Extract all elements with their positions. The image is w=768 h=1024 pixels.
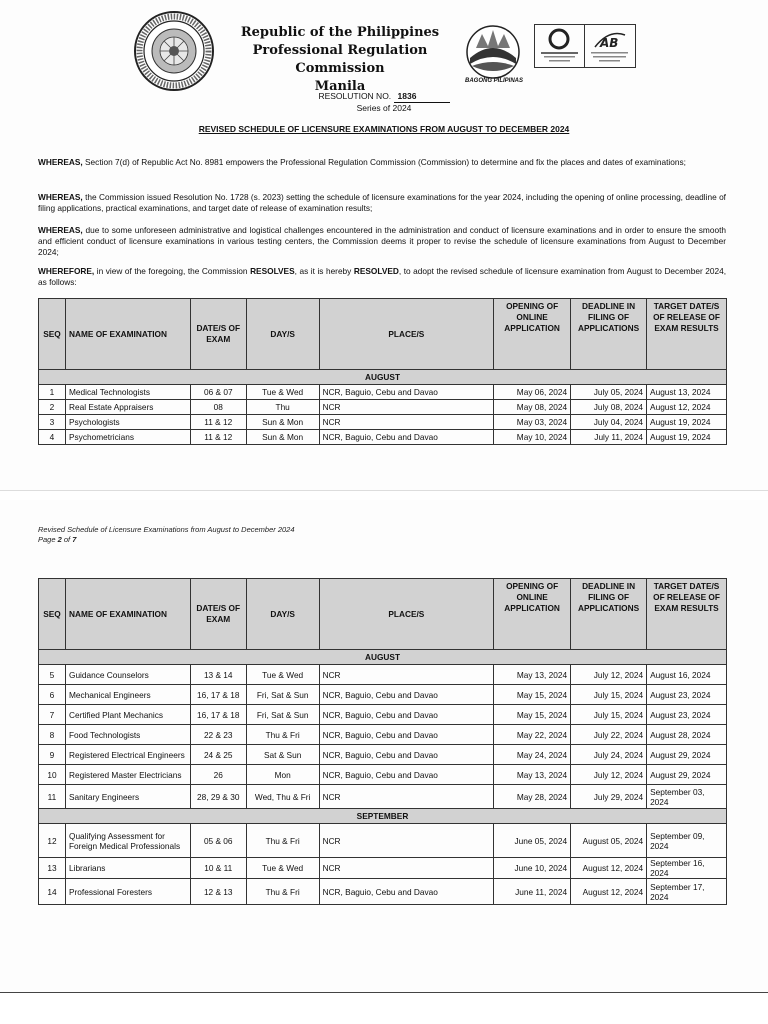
row-filing-deadline: July 12, 2024 (571, 665, 647, 685)
whereas-paragraph-3 (38, 225, 726, 258)
row-exam-place: NCR, Baguio, Cebu and Davao (319, 765, 494, 785)
schedule-table-page-1 (38, 298, 727, 445)
row-exam-name: Registered Electrical Engineers (65, 745, 190, 765)
row-exam-place: NCR, Baguio, Cebu and Davao (319, 430, 494, 445)
row-exam-date: 28, 29 & 30 (190, 785, 246, 809)
page-1 (0, 0, 768, 490)
row-seq: 13 (39, 858, 66, 879)
wherefore-paragraph (38, 266, 726, 288)
row-release-date: August 19, 2024 (647, 430, 727, 445)
month-separator-row (39, 370, 727, 385)
row-filing-deadline: July 22, 2024 (571, 725, 647, 745)
paragraph-text: , as it is hereby (294, 266, 354, 276)
row-exam-name: Professional Foresters (65, 879, 190, 905)
row-exam-days: Thu & Fri (246, 879, 319, 905)
row-release-date: August 16, 2024 (647, 665, 727, 685)
row-online-opening: May 15, 2024 (494, 705, 571, 725)
paragraph-text: , to adopt the revised schedule of licensure examination from August to December 2024, as follows: (38, 266, 727, 287)
row-exam-place: NCR (319, 785, 494, 809)
header-prc: Professional Regulation Commission (252, 43, 428, 76)
row-online-opening: June 05, 2024 (494, 824, 571, 858)
row-seq: 1 (39, 385, 66, 400)
row-exam-days: Thu & Fri (246, 725, 319, 745)
row-release-date: August 29, 2024 (647, 765, 727, 785)
row-release-date: August 12, 2024 (647, 400, 727, 415)
row-exam-place: NCR, Baguio, Cebu and Davao (319, 685, 494, 705)
month-label: SEPTEMBER (39, 809, 727, 824)
document-title: REVISED SCHEDULE OF LICENSURE EXAMINATIONS FROM AUGUST TO DECEMBER 2024 (198, 124, 570, 134)
month-separator-row (39, 650, 727, 665)
row-exam-place: NCR (319, 824, 494, 858)
row-exam-days: Tue & Wed (246, 858, 319, 879)
table-row (39, 430, 727, 445)
paragraph-text: in view of the foregoing, the Commission (94, 266, 251, 276)
row-exam-name: Psychometricians (65, 430, 190, 445)
row-exam-name: Real Estate Appraisers (65, 400, 190, 415)
row-filing-deadline: July 15, 2024 (571, 705, 647, 725)
row-exam-days: Tue & Wed (246, 665, 319, 685)
paragraph-text: the Commission issued Resolution No. 1728 (s. 2023) setting the schedule of licensure examinations for the year 2024, including the opening of online processing, deadline of filing applications, practical examinations, and target date of release of examination results; (38, 192, 726, 213)
row-exam-place: NCR, Baguio, Cebu and Davao (319, 725, 494, 745)
row-exam-days: Fri, Sat & Sun (246, 685, 319, 705)
row-seq: 4 (39, 430, 66, 445)
row-exam-name: Guidance Counselors (65, 665, 190, 685)
row-exam-days: Thu (246, 400, 319, 415)
paragraph-bold: RESOLVED (353, 266, 399, 276)
row-release-date: September 17, 2024 (647, 879, 727, 905)
row-seq: 10 (39, 765, 66, 785)
schedule-table-page-2 (38, 578, 727, 905)
page-total: 7 (72, 535, 77, 544)
row-exam-name: Medical Technologists (65, 385, 190, 400)
resolution-series: Series of 2024 (356, 103, 412, 113)
row-release-date: September 03, 2024 (647, 785, 727, 809)
row-seq: 14 (39, 879, 66, 905)
row-exam-date: 13 & 14 (190, 665, 246, 685)
column-header-place: PLACE/S (319, 579, 494, 650)
column-header-opening: OPENING OF ONLINE APPLICATION (494, 579, 571, 650)
row-seq: 5 (39, 665, 66, 685)
page-bottom-rule (0, 992, 768, 993)
column-header-date: DATE/S OF EXAM (190, 579, 246, 650)
row-exam-date: 05 & 06 (190, 824, 246, 858)
row-online-opening: May 28, 2024 (494, 785, 571, 809)
row-exam-place: NCR, Baguio, Cebu and Davao (319, 879, 494, 905)
column-header-release: TARGET DATE/S OF RELEASE OF EXAM RESULTS (647, 579, 727, 650)
row-exam-place: NCR, Baguio, Cebu and Davao (319, 745, 494, 765)
paragraph-text: due to some unforeseen administrative and logistical challenges encountered in the administration and conduct of licensure examinations and in order to ensure the smooth and efficient conduct of licensure examinations in various testing centers, the Commission deems it proper to revise the schedule of licensure examinations from August to December 2024; (38, 225, 726, 257)
row-exam-date: 11 & 12 (190, 415, 246, 430)
running-header (38, 525, 295, 545)
row-online-opening: May 22, 2024 (494, 725, 571, 745)
row-exam-place: NCR, Baguio, Cebu and Davao (319, 385, 494, 400)
iso-certification-icon (535, 25, 584, 67)
row-exam-days: Wed, Thu & Fri (246, 785, 319, 809)
row-exam-place: NCR (319, 665, 494, 685)
row-online-opening: May 13, 2024 (494, 765, 571, 785)
row-exam-name: Sanitary Engineers (65, 785, 190, 809)
row-exam-days: Sun & Mon (246, 430, 319, 445)
column-header-days: DAY/S (246, 299, 319, 370)
column-header-name: NAME OF EXAMINATION (65, 579, 190, 650)
row-seq: 11 (39, 785, 66, 809)
table-row (39, 879, 727, 905)
row-seq: 2 (39, 400, 66, 415)
resolution-block (0, 91, 768, 114)
column-header-seq: SEQ (39, 579, 66, 650)
row-filing-deadline: August 12, 2024 (571, 879, 647, 905)
paragraph-lead: WHEREAS, (38, 192, 83, 202)
column-header-deadline: DEADLINE IN FILING OF APPLICATIONS (571, 579, 647, 650)
pab-accreditation-icon (585, 25, 634, 67)
row-exam-name: Librarians (65, 858, 190, 879)
row-release-date: September 09, 2024 (647, 824, 727, 858)
running-header-title: Revised Schedule of Licensure Examinations from August to December 2024 (38, 525, 295, 534)
bagong-pilipinas-logo (462, 24, 524, 82)
row-exam-name: Mechanical Engineers (65, 685, 190, 705)
row-exam-date: 24 & 25 (190, 745, 246, 765)
resolution-label: RESOLUTION NO. (318, 91, 392, 101)
row-online-opening: May 10, 2024 (494, 430, 571, 445)
row-exam-name: Certified Plant Mechanics (65, 705, 190, 725)
page-prefix: Page (38, 535, 58, 544)
row-filing-deadline: July 11, 2024 (571, 430, 647, 445)
column-header-date: DATE/S OF EXAM (190, 299, 246, 370)
table-row (39, 785, 727, 809)
page-of: of (61, 535, 73, 544)
row-exam-days: Mon (246, 765, 319, 785)
header-manila: Manila (314, 79, 366, 94)
paragraph-lead: WHEREFORE, (38, 266, 95, 276)
row-release-date: August 23, 2024 (647, 685, 727, 705)
table-row (39, 415, 727, 430)
page-number: 2 (57, 535, 62, 544)
row-exam-name: Qualifying Assessment for Foreign Medical Professionals (65, 824, 190, 858)
column-header-seq: SEQ (39, 299, 66, 370)
row-exam-date: 12 & 13 (190, 879, 246, 905)
month-label: AUGUST (39, 650, 727, 665)
row-online-opening: June 11, 2024 (494, 879, 571, 905)
table-row (39, 705, 727, 725)
row-exam-date: 26 (190, 765, 246, 785)
table-row (39, 765, 727, 785)
bagong-pilipinas-label: BAGONG PILIPINAS (464, 78, 523, 84)
row-online-opening: May 24, 2024 (494, 745, 571, 765)
table-row (39, 665, 727, 685)
row-online-opening: May 03, 2024 (494, 415, 571, 430)
table-row (39, 400, 727, 415)
row-seq: 7 (39, 705, 66, 725)
column-header-name: NAME OF EXAMINATION (65, 299, 190, 370)
paragraph-text: Section 7(d) of Republic Act No. 8981 empowers the Professional Regulation Commission (Commission) to determine and fix the places and dates of examinations; (82, 157, 686, 167)
row-exam-date: 16, 17 & 18 (190, 705, 246, 725)
row-exam-date: 06 & 07 (190, 385, 246, 400)
row-online-opening: May 08, 2024 (494, 400, 571, 415)
header-republic: Republic of the Philippines (240, 25, 440, 40)
agency-header (220, 24, 460, 96)
row-exam-date: 10 & 11 (190, 858, 246, 879)
row-exam-date: 11 & 12 (190, 430, 246, 445)
row-exam-place: NCR (319, 400, 494, 415)
column-header-days: DAY/S (246, 579, 319, 650)
svg-text:AB: AB (600, 36, 619, 50)
row-exam-date: 08 (190, 400, 246, 415)
row-filing-deadline: July 24, 2024 (571, 745, 647, 765)
whereas-paragraph-1 (38, 157, 726, 168)
row-exam-name: Food Technologists (65, 725, 190, 745)
table-row (39, 685, 727, 705)
row-exam-name: Psychologists (65, 415, 190, 430)
column-header-place: PLACE/S (319, 299, 494, 370)
table-row (39, 725, 727, 745)
column-header-release: TARGET DATE/S OF RELEASE OF EXAM RESULTS (647, 299, 727, 370)
row-release-date: August 28, 2024 (647, 725, 727, 745)
resolution-number: 1836 (394, 91, 450, 103)
row-seq: 8 (39, 725, 66, 745)
row-exam-date: 16, 17 & 18 (190, 685, 246, 705)
row-filing-deadline: July 12, 2024 (571, 765, 647, 785)
row-exam-days: Fri, Sat & Sun (246, 705, 319, 725)
row-filing-deadline: August 12, 2024 (571, 858, 647, 879)
row-online-opening: May 15, 2024 (494, 685, 571, 705)
paragraph-lead: WHEREAS, (38, 225, 83, 235)
paragraph-lead: WHEREAS, (38, 157, 83, 167)
row-exam-days: Tue & Wed (246, 385, 319, 400)
row-filing-deadline: July 15, 2024 (571, 685, 647, 705)
month-label: AUGUST (39, 370, 727, 385)
row-release-date: August 13, 2024 (647, 385, 727, 400)
row-exam-date: 22 & 23 (190, 725, 246, 745)
row-exam-place: NCR (319, 415, 494, 430)
row-online-opening: May 13, 2024 (494, 665, 571, 685)
certification-badges (534, 24, 636, 68)
row-release-date: September 16, 2024 (647, 858, 727, 879)
row-exam-days: Thu & Fri (246, 824, 319, 858)
row-seq: 6 (39, 685, 66, 705)
row-release-date: August 29, 2024 (647, 745, 727, 765)
row-exam-place: NCR (319, 858, 494, 879)
row-online-opening: May 06, 2024 (494, 385, 571, 400)
row-filing-deadline: July 29, 2024 (571, 785, 647, 809)
column-header-opening: OPENING OF ONLINE APPLICATION (494, 299, 571, 370)
row-filing-deadline: July 08, 2024 (571, 400, 647, 415)
row-seq: 12 (39, 824, 66, 858)
table-row (39, 385, 727, 400)
row-seq: 9 (39, 745, 66, 765)
row-exam-days: Sat & Sun (246, 745, 319, 765)
table-row (39, 824, 727, 858)
column-header-deadline: DEADLINE IN FILING OF APPLICATIONS (571, 299, 647, 370)
row-release-date: August 23, 2024 (647, 705, 727, 725)
row-filing-deadline: August 05, 2024 (571, 824, 647, 858)
running-header-page (38, 535, 295, 545)
prc-seal-logo (133, 10, 215, 92)
row-exam-place: NCR, Baguio, Cebu and Davao (319, 705, 494, 725)
month-separator-row (39, 809, 727, 824)
row-online-opening: June 10, 2024 (494, 858, 571, 879)
table-row (39, 858, 727, 879)
row-filing-deadline: July 04, 2024 (571, 415, 647, 430)
whereas-paragraph-2 (38, 192, 726, 214)
row-seq: 3 (39, 415, 66, 430)
paragraph-bold: RESOLVES (250, 266, 295, 276)
row-exam-name: Registered Master Electricians (65, 765, 190, 785)
row-release-date: August 19, 2024 (647, 415, 727, 430)
table-row (39, 745, 727, 765)
row-filing-deadline: July 05, 2024 (571, 385, 647, 400)
row-exam-days: Sun & Mon (246, 415, 319, 430)
